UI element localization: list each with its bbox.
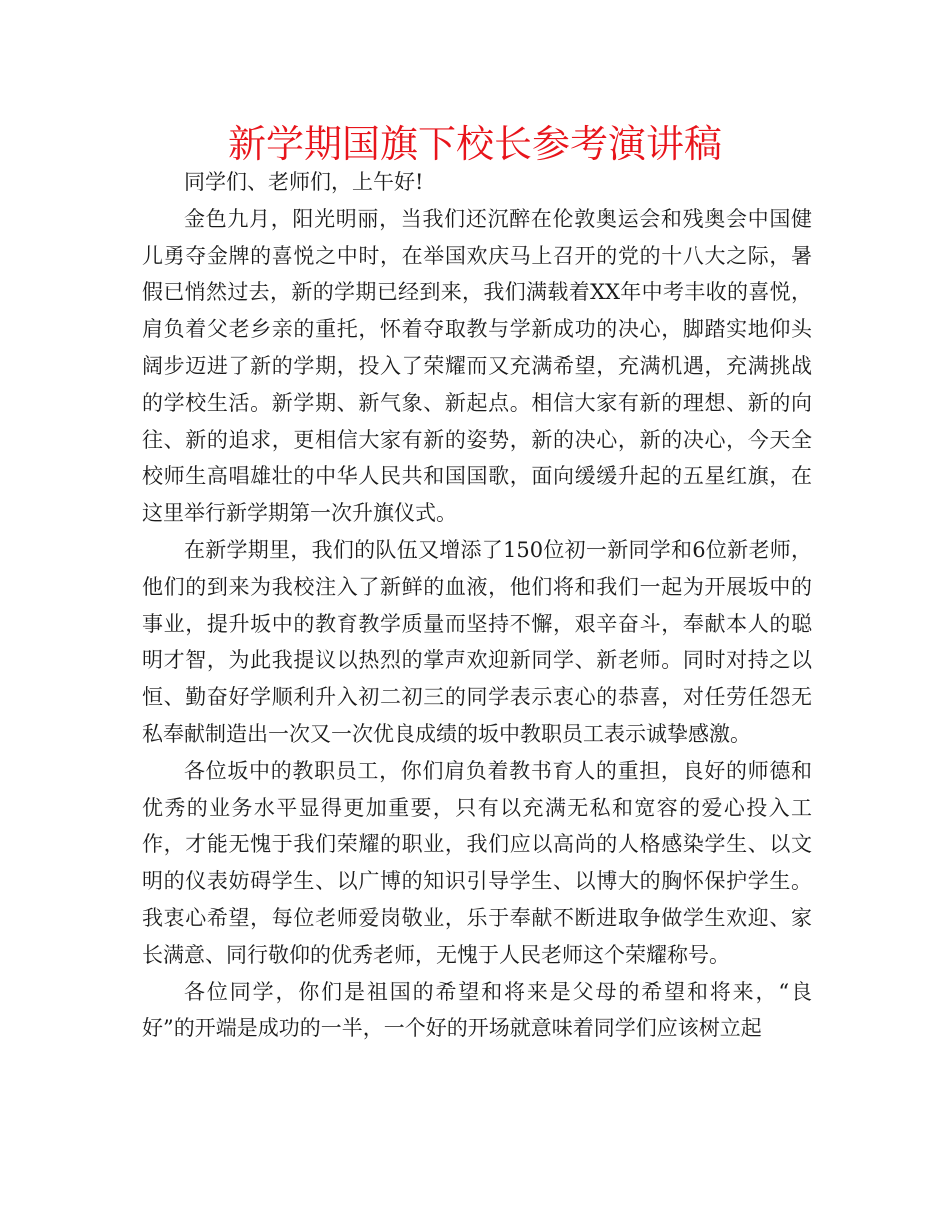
paragraph-1: 金色九月，阳光明丽，当我们还沉醉在伦敦奥运会和残奥会中国健儿勇夺金牌的喜悦之中时，在举国欢庆马上召开的党的十八大之际，暑假已悄然过去，新的学期已经到来，我们满载着XX年中考丰收的喜悦，肩负着父老乡亲的重托，怀着夺取教与学新成功的决心，脚踏实地仰头阔步迈进了新的学期，投入了荣耀而又充满希望，充满机遇，充满挑战的学校生活。新学期、新气象、新起点。相信大家有新的理想、新的向往、新的追求，更相信大家有新的姿势，新的决心，新的决心，今天全校师生高唱雄壮的中华人民共和国国歌，面向缓缓升起的五星红旗，在这里举行新学期第一次升旗仪式。 (142, 206, 812, 526)
paragraph-3: 各位坂中的教职员工，你们肩负着教书育人的重担，良好的师德和优秀的业务水平显得更加重要，只有以充满无私和宽容的爱心投入工作，才能无愧于我们荣耀的职业，我们应以高尚的人格感染学生、以文明的仪表妨碍学生、以广博的知识引导学生、以博大的胸怀保护学生。我衷心希望，每位老师爱岗敬业，乐于奉献不断进取争做学生欢迎、家长满意、同行敬仰的优秀老师，无愧于人民老师这个荣耀称号。 (142, 758, 812, 967)
paragraph-2: 在新学期里，我们的队伍又增添了150位初一新同学和6位新老师，他们的到来为我校注入了新鲜的血液，他们将和我们一起为开展坂中的事业，提升坂中的教育教学质量而坚持不懈，艰辛奋斗，奉献本人的聪明才智，为此我提议以热烈的掌声欢迎新同学、新老师。同时对持之以恒、勤奋好学顺利升入初二初三的同学表示衷心的恭喜，对任劳任怨无私奉献制造出一次又一次优良成绩的坂中教职员工表示诚挚感激。 (142, 537, 812, 746)
greeting: 同学们、老师们，上午好! (184, 170, 424, 194)
document-title: 新学期国旗下校长参考演讲稿 (227, 122, 722, 166)
paragraph-4: 各位同学，你们是祖国的希望和将来是父母的希望和将来，“良好”的开端是成功的一半，一个好的开场就意味着同学们应该树立起 (142, 979, 812, 1041)
document-body (142, 164, 812, 1047)
